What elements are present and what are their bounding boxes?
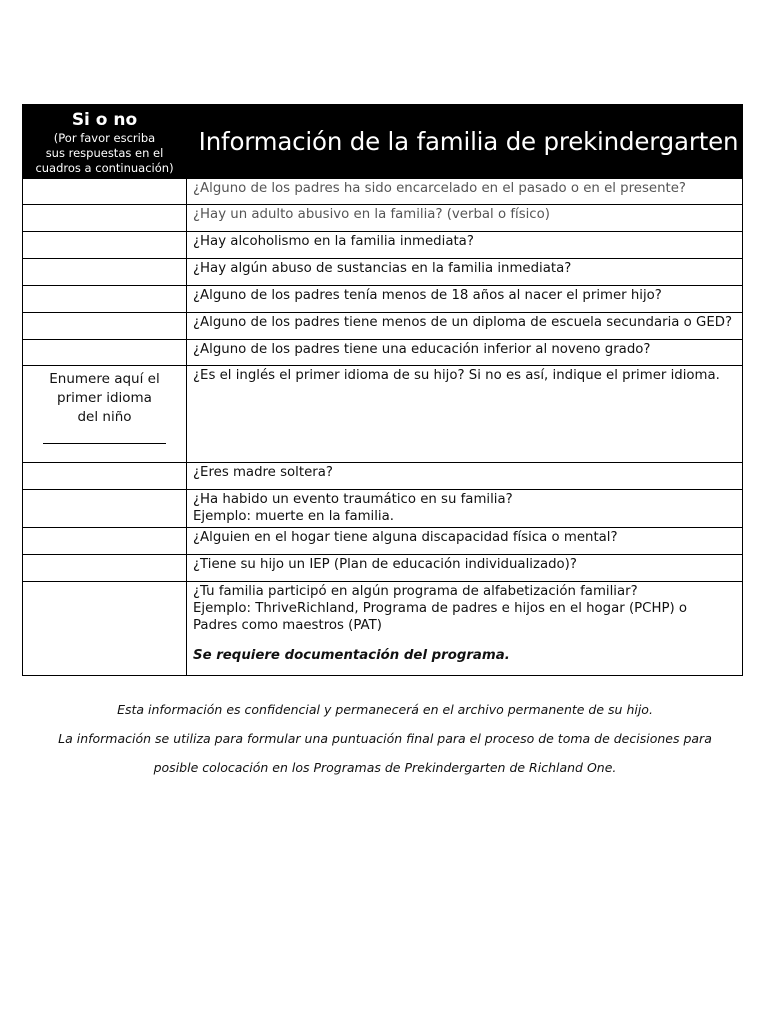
answer-box[interactable] bbox=[23, 259, 187, 286]
answer-box[interactable] bbox=[23, 313, 187, 340]
question-row bbox=[23, 205, 743, 232]
question-text: ¿Es el inglés el primer idioma de su hijo? Si no es así, indique el primer idioma. bbox=[187, 366, 743, 463]
header-row bbox=[23, 105, 743, 179]
language-prompt-line: Enumere aquí el bbox=[49, 371, 160, 387]
answer-box[interactable] bbox=[23, 179, 187, 205]
question-text bbox=[187, 490, 743, 528]
language-write-line[interactable] bbox=[43, 443, 166, 444]
question-row bbox=[23, 232, 743, 259]
instructions-line: cuadros a continuación) bbox=[35, 161, 174, 175]
question-row bbox=[23, 313, 743, 340]
question-row bbox=[23, 259, 743, 286]
answer-box[interactable] bbox=[23, 205, 187, 232]
documentation-required-note: Se requiere documentación del programa. bbox=[193, 648, 510, 663]
question-text: ¿Hay un adulto abusivo en la familia? (verbal o físico) bbox=[187, 205, 743, 232]
first-language-box[interactable] bbox=[23, 366, 187, 463]
question-row bbox=[23, 582, 743, 676]
question-row bbox=[23, 528, 743, 555]
question-line: Ejemplo: muerte en la familia. bbox=[193, 509, 394, 524]
answer-box[interactable] bbox=[23, 286, 187, 313]
footer-line: Esta información es confidencial y permanecerá en el archivo permanente de su hijo. bbox=[117, 702, 653, 717]
question-row bbox=[23, 340, 743, 366]
question-text bbox=[187, 582, 743, 676]
question-row bbox=[23, 555, 743, 582]
question-line: ¿Ha habido un evento traumático en su familia? bbox=[193, 492, 513, 507]
question-row bbox=[23, 463, 743, 490]
footer-line: La información se utiliza para formular una puntuación final para el proceso de toma de decisiones para bbox=[58, 731, 712, 746]
question-text: ¿Tiene su hijo un IEP (Plan de educación individualizado)? bbox=[187, 555, 743, 582]
form-title: Información de la familia de prekindergarten bbox=[198, 126, 739, 156]
family-info-form bbox=[22, 104, 743, 676]
instructions-line: sus respuestas en el bbox=[45, 146, 164, 160]
yes-no-label: Si o no bbox=[71, 110, 138, 130]
question-row bbox=[23, 286, 743, 313]
language-prompt-line: primer idioma bbox=[57, 390, 152, 406]
answer-box[interactable] bbox=[23, 528, 187, 555]
yes-no-header bbox=[23, 105, 187, 179]
answer-box[interactable] bbox=[23, 555, 187, 582]
question-row bbox=[23, 366, 743, 463]
answer-box[interactable] bbox=[23, 340, 187, 366]
question-text: ¿Alguien en el hogar tiene alguna discapacidad física o mental? bbox=[187, 528, 743, 555]
instructions-line: (Por favor escriba bbox=[53, 131, 156, 145]
question-line: Ejemplo: ThriveRichland, Programa de padres e hijos en el hogar (PCHP) o bbox=[193, 601, 688, 616]
question-text: ¿Hay algún abuso de sustancias en la familia inmediata? bbox=[187, 259, 743, 286]
question-text: ¿Alguno de los padres tiene una educación inferior al noveno grado? bbox=[187, 340, 743, 366]
answer-box[interactable] bbox=[23, 490, 187, 528]
answer-box[interactable] bbox=[23, 232, 187, 259]
question-text: ¿Alguno de los padres tenía menos de 18 años al nacer el primer hijo? bbox=[187, 286, 743, 313]
question-row bbox=[23, 490, 743, 528]
question-text: ¿Hay alcoholismo en la familia inmediata? bbox=[187, 232, 743, 259]
title-header bbox=[187, 105, 743, 179]
footer-line: posible colocación en los Programas de Prekindergarten de Richland One. bbox=[153, 760, 617, 775]
question-text: ¿Eres madre soltera? bbox=[187, 463, 743, 490]
question-text: ¿Alguno de los padres tiene menos de un diploma de escuela secundaria o GED? bbox=[187, 313, 743, 340]
language-prompt-line: del niño bbox=[77, 409, 132, 425]
confidentiality-note bbox=[0, 695, 770, 782]
question-line: Padres como maestros (PAT) bbox=[193, 618, 382, 633]
answer-box[interactable] bbox=[23, 582, 187, 676]
question-row bbox=[23, 179, 743, 205]
question-text: ¿Alguno de los padres ha sido encarcelado en el pasado o en el presente? bbox=[187, 179, 743, 205]
question-line: ¿Tu familia participó en algún programa de alfabetización familiar? bbox=[193, 584, 638, 599]
answer-box[interactable] bbox=[23, 463, 187, 490]
